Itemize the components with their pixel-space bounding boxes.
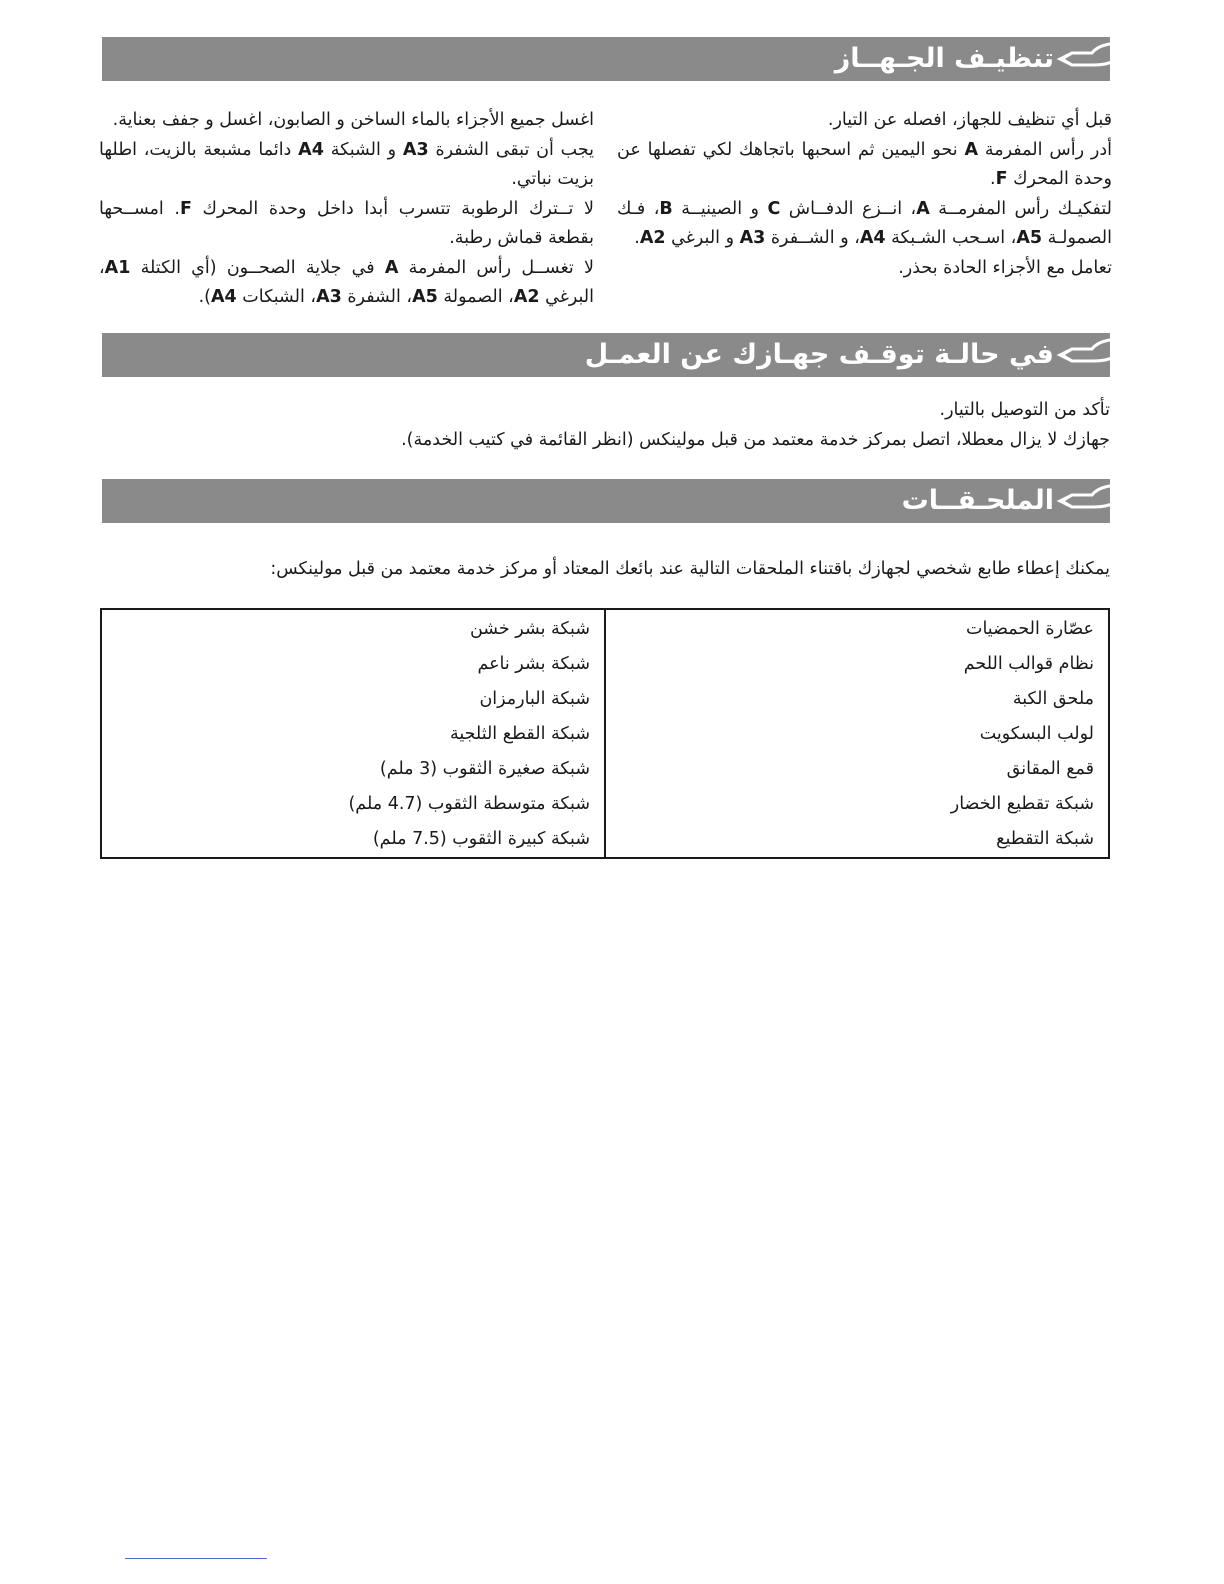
accessories-intro-text: يمكنك إعطاء طابع شخصي لجهازك باقتناء الملحقات التالية عند بائعك المعتاد أو مركز خدمة معتمد من قبل مولينكس: bbox=[270, 559, 1110, 579]
cleaning-step-3: لتفكيـك رأس المفرمــة A، انــزع الدفــاش C و الصينيــة B، فـك الصمولـة A5، اسـحب الشـبكة A4، و الشــفرة A3 و البرغي A2. bbox=[617, 198, 1112, 248]
not-working-line-1: تأكد من التوصيل بالتيار. bbox=[939, 400, 1110, 420]
accessories-table bbox=[100, 608, 1110, 859]
accessory-item: عصّارة الحمضيات bbox=[605, 609, 1109, 647]
accessory-item: شبكة بشر ناعم bbox=[101, 647, 605, 682]
accessory-item: لولب البسكويت bbox=[605, 717, 1109, 752]
cleaning-step-2: أدر رأس المفرمة A نحو اليمين ثم اسحبها باتجاهك لكي تفصلها عن وحدة المحرك F. bbox=[617, 139, 1112, 189]
table-row bbox=[101, 609, 1109, 647]
table-row bbox=[101, 787, 1109, 822]
accessory-item: شبكة كبيرة الثقوب (7.5 ملم) bbox=[101, 822, 605, 858]
cleaning-step-8: لا تغســل رأس المفرمة A في جلاية الصحــون (أي الكتلة A1، البرغي A2، الصمولة A5، الشفرة A3، الشبكات A4). bbox=[99, 257, 595, 307]
cleaning-step-5: اغسل جميع الأجزاء بالماء الساخن و الصابون، اغسل و جفف بعناية. bbox=[112, 110, 594, 130]
not-working-title: في حالـة توقـف جهـازك عن العمـل bbox=[584, 339, 1054, 370]
footer-divider bbox=[125, 1558, 267, 1559]
cleaning-right-column bbox=[617, 106, 1112, 283]
accessories-title: الملحـقــات bbox=[901, 485, 1054, 516]
cleaning-step-4: تعامل مع الأجزاء الحادة بحذر. bbox=[898, 257, 1112, 278]
accessory-item: شبكة تقطيع الخضار bbox=[605, 787, 1109, 822]
table-row bbox=[101, 822, 1109, 858]
not-working-text bbox=[110, 396, 1110, 455]
accessory-item: شبكة متوسطة الثقوب (4.7 ملم) bbox=[101, 787, 605, 822]
section-arrow-icon bbox=[1054, 335, 1132, 375]
accessory-item: ملحق الكبة bbox=[605, 682, 1109, 717]
table-row bbox=[101, 752, 1109, 787]
section-arrow-icon bbox=[1054, 39, 1132, 79]
table-row bbox=[101, 647, 1109, 682]
cleaning-step-7: لا تــترك الرطوبة تتسرب أبدا داخل وحدة المحرك F. امســحها بقطعة قماش رطبة. bbox=[99, 198, 595, 248]
accessory-item: شبكة صغيرة الثقوب (3 ملم) bbox=[101, 752, 605, 787]
accessory-item: شبكة البارمزان bbox=[101, 682, 605, 717]
not-working-line-2: جهازك لا يزال معطلا، اتصل بمركز خدمة معتمد من قبل مولينكس (انظر القائمة في كتيب الخدمة). bbox=[401, 429, 1110, 450]
accessory-item: نظام قوالب اللحم bbox=[605, 647, 1109, 682]
accessory-item: شبكة التقطيع bbox=[605, 822, 1109, 858]
section-arrow-icon bbox=[1054, 481, 1132, 521]
cleaning-left-column bbox=[99, 106, 594, 313]
cleaning-step-6: يجب أن تبقى الشفرة A3 و الشبكة A4 دائما مشبعة بالزيت، اطلها بزيت نباتي. bbox=[99, 139, 594, 189]
accessory-item: شبكة القطع الثلجية bbox=[101, 717, 605, 752]
accessory-item: شبكة بشر خشن bbox=[101, 609, 605, 647]
accessory-item: قمع المقانق bbox=[605, 752, 1109, 787]
table-row bbox=[101, 717, 1109, 752]
cleaning-section-header bbox=[102, 37, 1110, 81]
cleaning-title: تنظيـف الجـهــاز bbox=[834, 43, 1054, 74]
cleaning-step-1: قبل أي تنظيف للجهاز، افصله عن التيار. bbox=[827, 110, 1112, 130]
not-working-section-header bbox=[102, 333, 1110, 377]
accessories-section-header bbox=[102, 479, 1110, 523]
accessories-intro bbox=[110, 555, 1110, 585]
table-row bbox=[101, 682, 1109, 717]
